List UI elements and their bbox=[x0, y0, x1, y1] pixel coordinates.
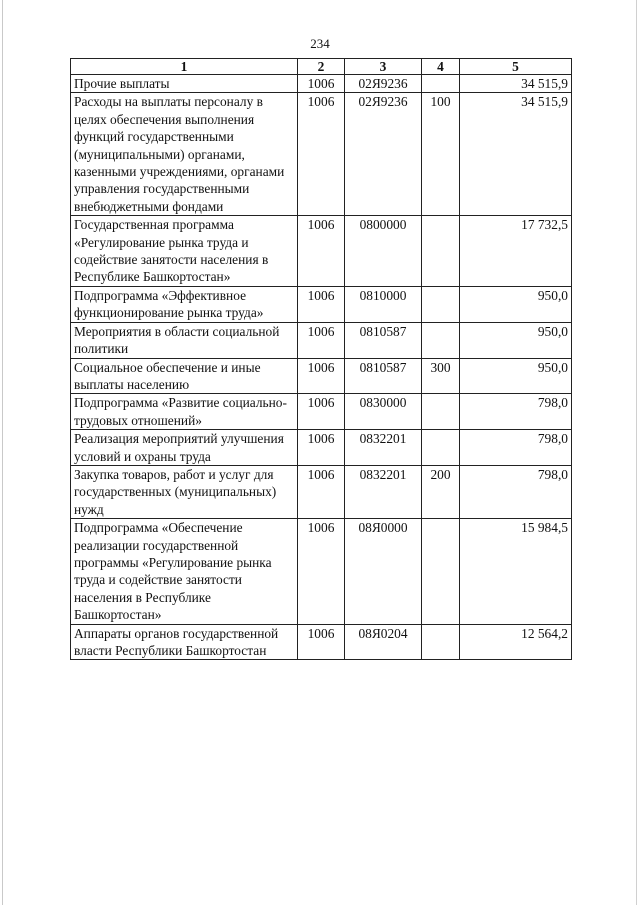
table-row bbox=[71, 286, 572, 322]
row-amount: 17 732,5 bbox=[460, 216, 572, 287]
table-row bbox=[71, 519, 572, 624]
row-section: 1006 bbox=[298, 322, 345, 358]
header-col-4: 4 bbox=[422, 59, 460, 75]
row-amount: 950,0 bbox=[460, 286, 572, 322]
table-row bbox=[71, 358, 572, 394]
table-body bbox=[71, 75, 572, 660]
budget-table bbox=[70, 58, 572, 660]
row-name: Мероприятия в области социальной политики bbox=[71, 322, 298, 358]
row-name: Прочие выплаты bbox=[71, 75, 298, 93]
row-section: 1006 bbox=[298, 519, 345, 624]
row-amount: 12 564,2 bbox=[460, 624, 572, 660]
header-col-3: 3 bbox=[345, 59, 422, 75]
table-row bbox=[71, 465, 572, 518]
header-col-5: 5 bbox=[460, 59, 572, 75]
row-target: 02Я9236 bbox=[345, 93, 422, 216]
row-section: 1006 bbox=[298, 358, 345, 394]
row-type: 200 bbox=[422, 465, 460, 518]
header-col-2: 2 bbox=[298, 59, 345, 75]
row-type bbox=[422, 519, 460, 624]
row-target: 02Я9236 bbox=[345, 75, 422, 93]
row-name: Подпрограмма «Эффективное функционирование рынка труда» bbox=[71, 286, 298, 322]
row-target: 0832201 bbox=[345, 430, 422, 466]
table-row bbox=[71, 322, 572, 358]
row-section: 1006 bbox=[298, 465, 345, 518]
row-type bbox=[422, 322, 460, 358]
row-name: Реализация мероприятий улучшения условий и охраны труда bbox=[71, 430, 298, 466]
row-amount: 950,0 bbox=[460, 358, 572, 394]
row-name: Аппараты органов государственной власти Республики Башкортостан bbox=[71, 624, 298, 660]
row-target: 08Я0204 bbox=[345, 624, 422, 660]
table-row bbox=[71, 624, 572, 660]
row-amount: 798,0 bbox=[460, 430, 572, 466]
row-amount: 798,0 bbox=[460, 465, 572, 518]
row-type bbox=[422, 624, 460, 660]
row-name: Социальное обеспечение и иные выплаты населению bbox=[71, 358, 298, 394]
row-target: 08Я0000 bbox=[345, 519, 422, 624]
row-name: Подпрограмма «Развитие социально-трудовых отношений» bbox=[71, 394, 298, 430]
row-target: 0832201 bbox=[345, 465, 422, 518]
row-name: Закупка товаров, работ и услуг для государственных (муниципальных) нужд bbox=[71, 465, 298, 518]
scan-edge-left bbox=[2, 0, 3, 905]
row-name: Государственная программа «Регулирование рынка труда и содействие занятости населения в Республике Башкортостан» bbox=[71, 216, 298, 287]
row-amount: 34 515,9 bbox=[460, 93, 572, 216]
row-type: 100 bbox=[422, 93, 460, 216]
row-target: 0810587 bbox=[345, 322, 422, 358]
row-section: 1006 bbox=[298, 75, 345, 93]
row-type bbox=[422, 394, 460, 430]
row-section: 1006 bbox=[298, 216, 345, 287]
row-section: 1006 bbox=[298, 394, 345, 430]
row-name: Расходы на выплаты персоналу в целях обеспечения выполнения функций государственными (муниципальными) органами, казенными учреждениями, органами управления государственными внебюджетными фондами bbox=[71, 93, 298, 216]
row-target: 0800000 bbox=[345, 216, 422, 287]
table-row bbox=[71, 430, 572, 466]
table-row bbox=[71, 394, 572, 430]
row-name: Подпрограмма «Обеспечение реализации государственной программы «Регулирование рынка труда и содействие занятости населения в Республике Башкортостан» bbox=[71, 519, 298, 624]
row-target: 0830000 bbox=[345, 394, 422, 430]
row-section: 1006 bbox=[298, 93, 345, 216]
row-type: 300 bbox=[422, 358, 460, 394]
row-type bbox=[422, 430, 460, 466]
row-type bbox=[422, 216, 460, 287]
row-amount: 798,0 bbox=[460, 394, 572, 430]
row-amount: 34 515,9 bbox=[460, 75, 572, 93]
row-amount: 15 984,5 bbox=[460, 519, 572, 624]
row-type bbox=[422, 286, 460, 322]
row-section: 1006 bbox=[298, 430, 345, 466]
table-header bbox=[71, 59, 572, 75]
row-section: 1006 bbox=[298, 286, 345, 322]
row-section: 1006 bbox=[298, 624, 345, 660]
row-target: 0810000 bbox=[345, 286, 422, 322]
scan-edge-right bbox=[636, 0, 637, 905]
table-row bbox=[71, 75, 572, 93]
table-row bbox=[71, 93, 572, 216]
header-col-1: 1 bbox=[71, 59, 298, 75]
row-target: 0810587 bbox=[345, 358, 422, 394]
row-type bbox=[422, 75, 460, 93]
page-number: 234 bbox=[310, 36, 330, 51]
header-row bbox=[71, 59, 572, 75]
row-amount: 950,0 bbox=[460, 322, 572, 358]
table-row bbox=[71, 216, 572, 287]
